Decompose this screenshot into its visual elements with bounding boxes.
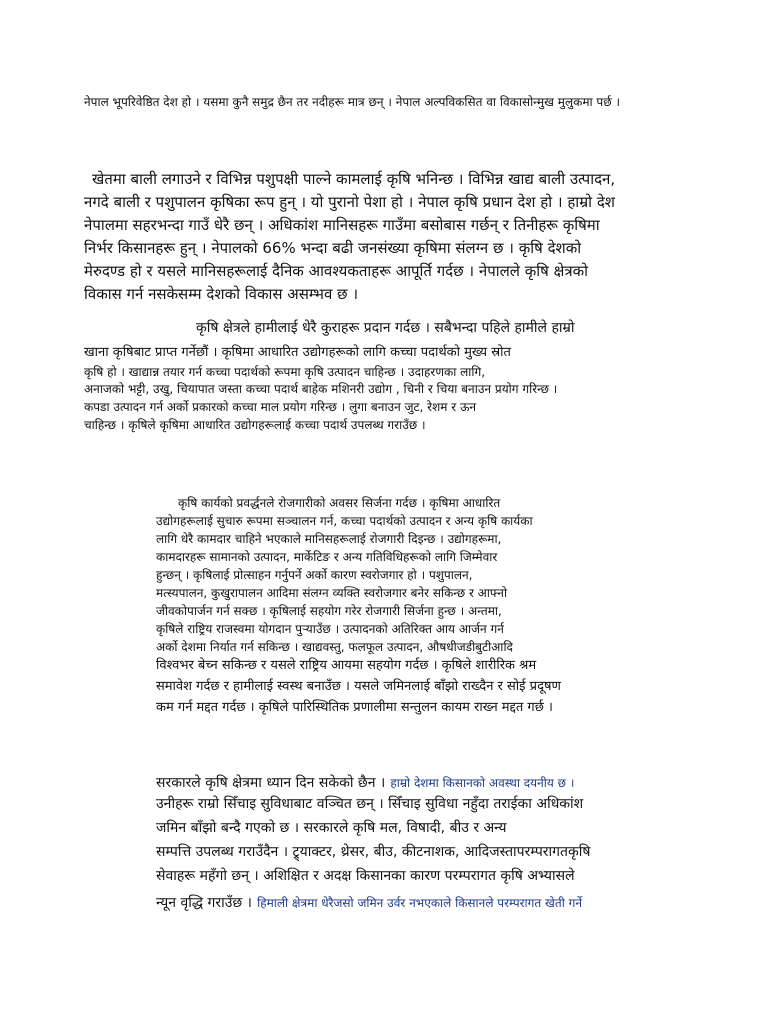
text-line: नगदे बाली र पशुपालन कृषिका रूप हुन् । यो पुरानो पेशा हो । नेपाल कृषि प्रधान देश हो । हाम्रो देश [84, 193, 615, 211]
text-segment: सरकारले कृषि क्षेत्रमा ध्यान दिन सकेको छैन । [156, 775, 386, 791]
text-segment-blue: हाम्रो देशमा किसानको अवस्था दयनीय छ । [390, 776, 575, 790]
text-line: विकास गर्न नसकेसम्म देशको विकास असम्भव छ । [84, 285, 359, 303]
text-line: कपडा उत्पादन गर्न अर्को प्रकारको कच्चा माल प्रयोग गरिन्छ । लुगा बनाउन जुट, रेशम र ऊन [84, 400, 477, 414]
text-line: विश्वभर बेच्न सकिन्छ र यसले राष्ट्रिय आयमा सहयोग गर्दछ । कृषिले शारीरिक श्रम [156, 658, 537, 673]
text-line: सम्पत्ति उपलब्ध गराउँदैन । ट्र्याक्टर, थ्रेसर, बीउ, कीटनाशक, आदिजस्तापरम्परागतकृषि [156, 844, 591, 860]
text-line: चाहिन्छ । कृषिले कृषिमा आधारित उद्योगहरूलाई कच्चा पदार्थ उपलब्ध गराउँछ । [84, 418, 426, 432]
text-line: जीवकोपार्जन गर्न सक्छ । कृषिलाई सहयोग गरेर रोजगारी सिर्जना हुन्छ । अन्तमा, [156, 604, 502, 618]
text-line: उद्योगहरूलाई सुचारु रूपमा सञ्चालन गर्न, कच्चा पदार्थको उत्पादन र अन्य कृषि कार्यका [156, 514, 533, 528]
text-line: कम गर्न मद्दत गर्दछ । कृषिले पारिस्थितिक प्रणालीमा सन्तुलन कायम राख्न मद्दत गर्छ । [156, 700, 553, 715]
text-line: जमिन बाँझो बन्दै गएको छ । सरकारले कृषि मल, विषादी, बीउ र अन्य [156, 820, 507, 836]
text-line: मेरुदण्ड हो र यसले मानिसहरूलाई दैनिक आवश्यकताहरू आपूर्ति गर्दछ । नेपालले कृषि क्षेत्रको [84, 262, 589, 280]
text-line [156, 772, 574, 792]
text-line: कृषिले राष्ट्रिय राजस्वमा योगदान पुर्‍याउँछ । उत्पादनको अतिरिक्त आय आर्जन गर्न [156, 622, 504, 636]
intro-line: नेपाल भूपरिवेष्ठित देश हो । यसमा कुनै समुद्र छैन तर नदीहरू मात्र छन् । नेपाल अल्पविकसित वा विकासोन्मुख मुलुकमा पर्छ । [84, 95, 621, 109]
text-line: लागि धेरै कामदार चाहिने भएकाले मानिसहरूलाई रोजगारी दिइन्छ । उद्योगहरूमा, [156, 532, 502, 546]
text-line: मत्स्यपालन, कुखुरापालन आदिमा संलग्न व्यक्ति स्वरोजगार बनेर सकिन्छ र आफ्नो [156, 586, 508, 600]
text-line: खाना कृषिबाट प्राप्त गर्नेछौं । कृषिमा आधारित उद्योगहरूको लागि कच्चा पदार्थको मुख्य स्रोत [84, 345, 511, 360]
text-line: समावेश गर्दछ र हामीलाई स्वस्थ बनाउँछ । यसले जमिनलाई बाँझो राख्दैन र सोई प्रदूषण [156, 679, 561, 694]
text-line: कामदारहरू सामानको उत्पादन, मार्केटिङ र अन्य गतिविधिहरूको लागि जिम्मेवार [156, 550, 498, 564]
text-line: नेपालमा सहरभन्दा गाउँ धेरै छन् । अधिकांश मानिसहरू गाउँमा बसोबास गर्छन् र तिनीहरू कृषिमा [84, 216, 600, 234]
text-line: हुन्छन् । कृषिलाई प्रोत्साहन गर्नुपर्ने अर्को कारण स्वरोजगार हो । पशुपालन, [156, 568, 473, 582]
text-line: उनीहरू राम्रो सिँचाइ सुविधाबाट वञ्चित छन् । सिँचाइ सुविधा नहुँदा तराईका अधिकांश [156, 796, 584, 812]
text-line: अर्को देशमा निर्यात गर्न सकिन्छ । खाद्यवस्तु, फलफूल उत्पादन, औषधीजडीबुटीआदि [156, 640, 513, 654]
text-segment: न्यून वृद्धि गराउँछ । [156, 895, 252, 911]
text-line [156, 892, 582, 912]
text-line: खेतमा बाली लगाउने र विभिन्न पशुपक्षी पाल्ने कामलाई कृषि भनिन्छ । विभिन्न खाद्य बाली उत्पादन, [92, 170, 616, 188]
text-line: कृषि क्षेत्रले हामीलाई धेरै कुराहरू प्रदान गर्दछ । सबैभन्दा पहिले हामीले हाम्रो [196, 320, 575, 336]
text-line: सेवाहरू महँगो छन् । अशिक्षित र अदक्ष किसानका कारण परम्परागत कृषि अभ्यासले [156, 868, 575, 884]
text-line: कृषि कार्यको प्रवर्द्धनले रोजगारीको अवसर सिर्जना गर्दछ । कृषिमा आधारित [178, 496, 501, 510]
text-line: अनाजको भट्टी, उखु, चियापात जस्ता कच्चा पदार्थ बाहेक मशिनरी उद्योग , चिनी र चिया बनाउन प्रयोग गरिन्छ । [84, 382, 558, 396]
text-segment-blue: हिमाली क्षेत्रमा धेरैजसो जमिन उर्वर नभएकाले किसानले परम्परागत खेती गर्ने [257, 896, 583, 910]
text-line: कृषि हो । खाद्यान्न तयार गर्न कच्चा पदार्थको रूपमा कृषि उत्पादन चाहिन्छ । उदाहरणका लागि, [84, 365, 486, 379]
text-line: निर्भर किसानहरू हुन् । नेपालको 66% भन्दा बढी जनसंख्या कृषिमा संलग्न छ । कृषि देशको [84, 239, 582, 257]
